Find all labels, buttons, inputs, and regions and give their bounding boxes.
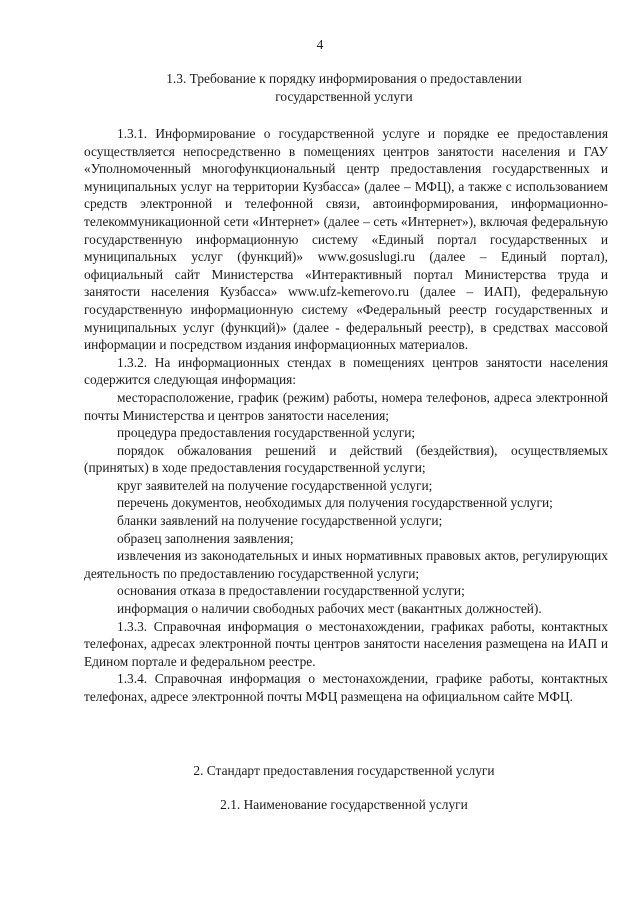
list-item: круг заявителей на получение государственной услуги; [117, 477, 433, 493]
paragraph-1-3-2: 1.3.2. На информационных стендах в помещениях центров занятости населения содержится следующая информация: [84, 354, 608, 388]
list-item: перечень документов, необходимых для получения государственной услуги; [117, 495, 553, 511]
list-item: бланки заявлений на получение государственной услуги; [117, 513, 443, 529]
document-body [84, 125, 608, 706]
list-item: информация о наличии свободных рабочих мест (вакантных должностей). [117, 601, 542, 617]
list-item: извлечения из законодательных и иных нормативных правовых актов, регулирующих деятельность по предоставлению государственной услуги; [84, 548, 608, 581]
list-item: месторасположение, график (режим) работы, номера телефонов, адреса электронной почты Министерства и центров занятости населения; [84, 389, 608, 423]
paragraph-1-3-3: 1.3.3. Справочная информация о местонахождении, графиках работы, контактных телефонах, адресах электронной почты центров занятости населения размещена на ИАП и Едином портале и федеральном реестре. [84, 618, 608, 669]
section-heading [84, 70, 604, 105]
page-number: 4 [316, 37, 324, 52]
list-item: основания отказа в предоставлении государственной услуги; [117, 583, 465, 599]
section-heading-line2: государственной услуги [275, 88, 413, 104]
heading-2: 2. Стандарт предоставления государственной услуги [193, 763, 495, 778]
list-item: процедура предоставления государственной услуги; [117, 425, 416, 441]
heading-2-1: 2.1. Наименование государственной услуги [220, 797, 468, 812]
paragraph-1-3-1: 1.3.1. Информирование о государственной услуге и порядке ее предоставления осуществляется непосредственно в помещениях центров занятости населения и ГАУ «Уполномоченный многофункциональный центр предоставления государственных и муниципальных услуг на территории Кузбасса» (далее – МФЦ), а также с использованием средств электронной и телефонной связи, автоинформирования, информационно-телекоммуникационной сети «Интернет» (далее – сеть «Интернет»), включая федеральную государственную информационную систему «Единый портал государственных и муниципальных услуг (функций)» www.gosuslugi.ru (далее – Единый портал), официальный сайт Министерства «Интерактивный портал Министерства труда и занятости населения Кузбасса» www.ufz-kemerovo.ru (далее – ИАП), федеральную государственную информационную систему «Федеральный реестр государственных и муниципальных услуг (функций)» (далее - федеральный реестр), в средствах массовой информации и посредством издания информационных материалов. [84, 126, 608, 353]
list-item: порядок обжалования решений и действий (бездействия), осуществляемых (принятых) в ходе предоставления государственной услуги; [84, 442, 608, 476]
section-heading-line1: 1.3. Требование к порядку информирования о предоставлении [166, 71, 522, 86]
list-item: образец заполнения заявления; [117, 530, 294, 546]
paragraph-1-3-4: 1.3.4. Справочная информация о местонахождении, графике работы, контактных телефонах, адресе электронной почты МФЦ размещена на официальном сайте МФЦ. [84, 671, 608, 704]
